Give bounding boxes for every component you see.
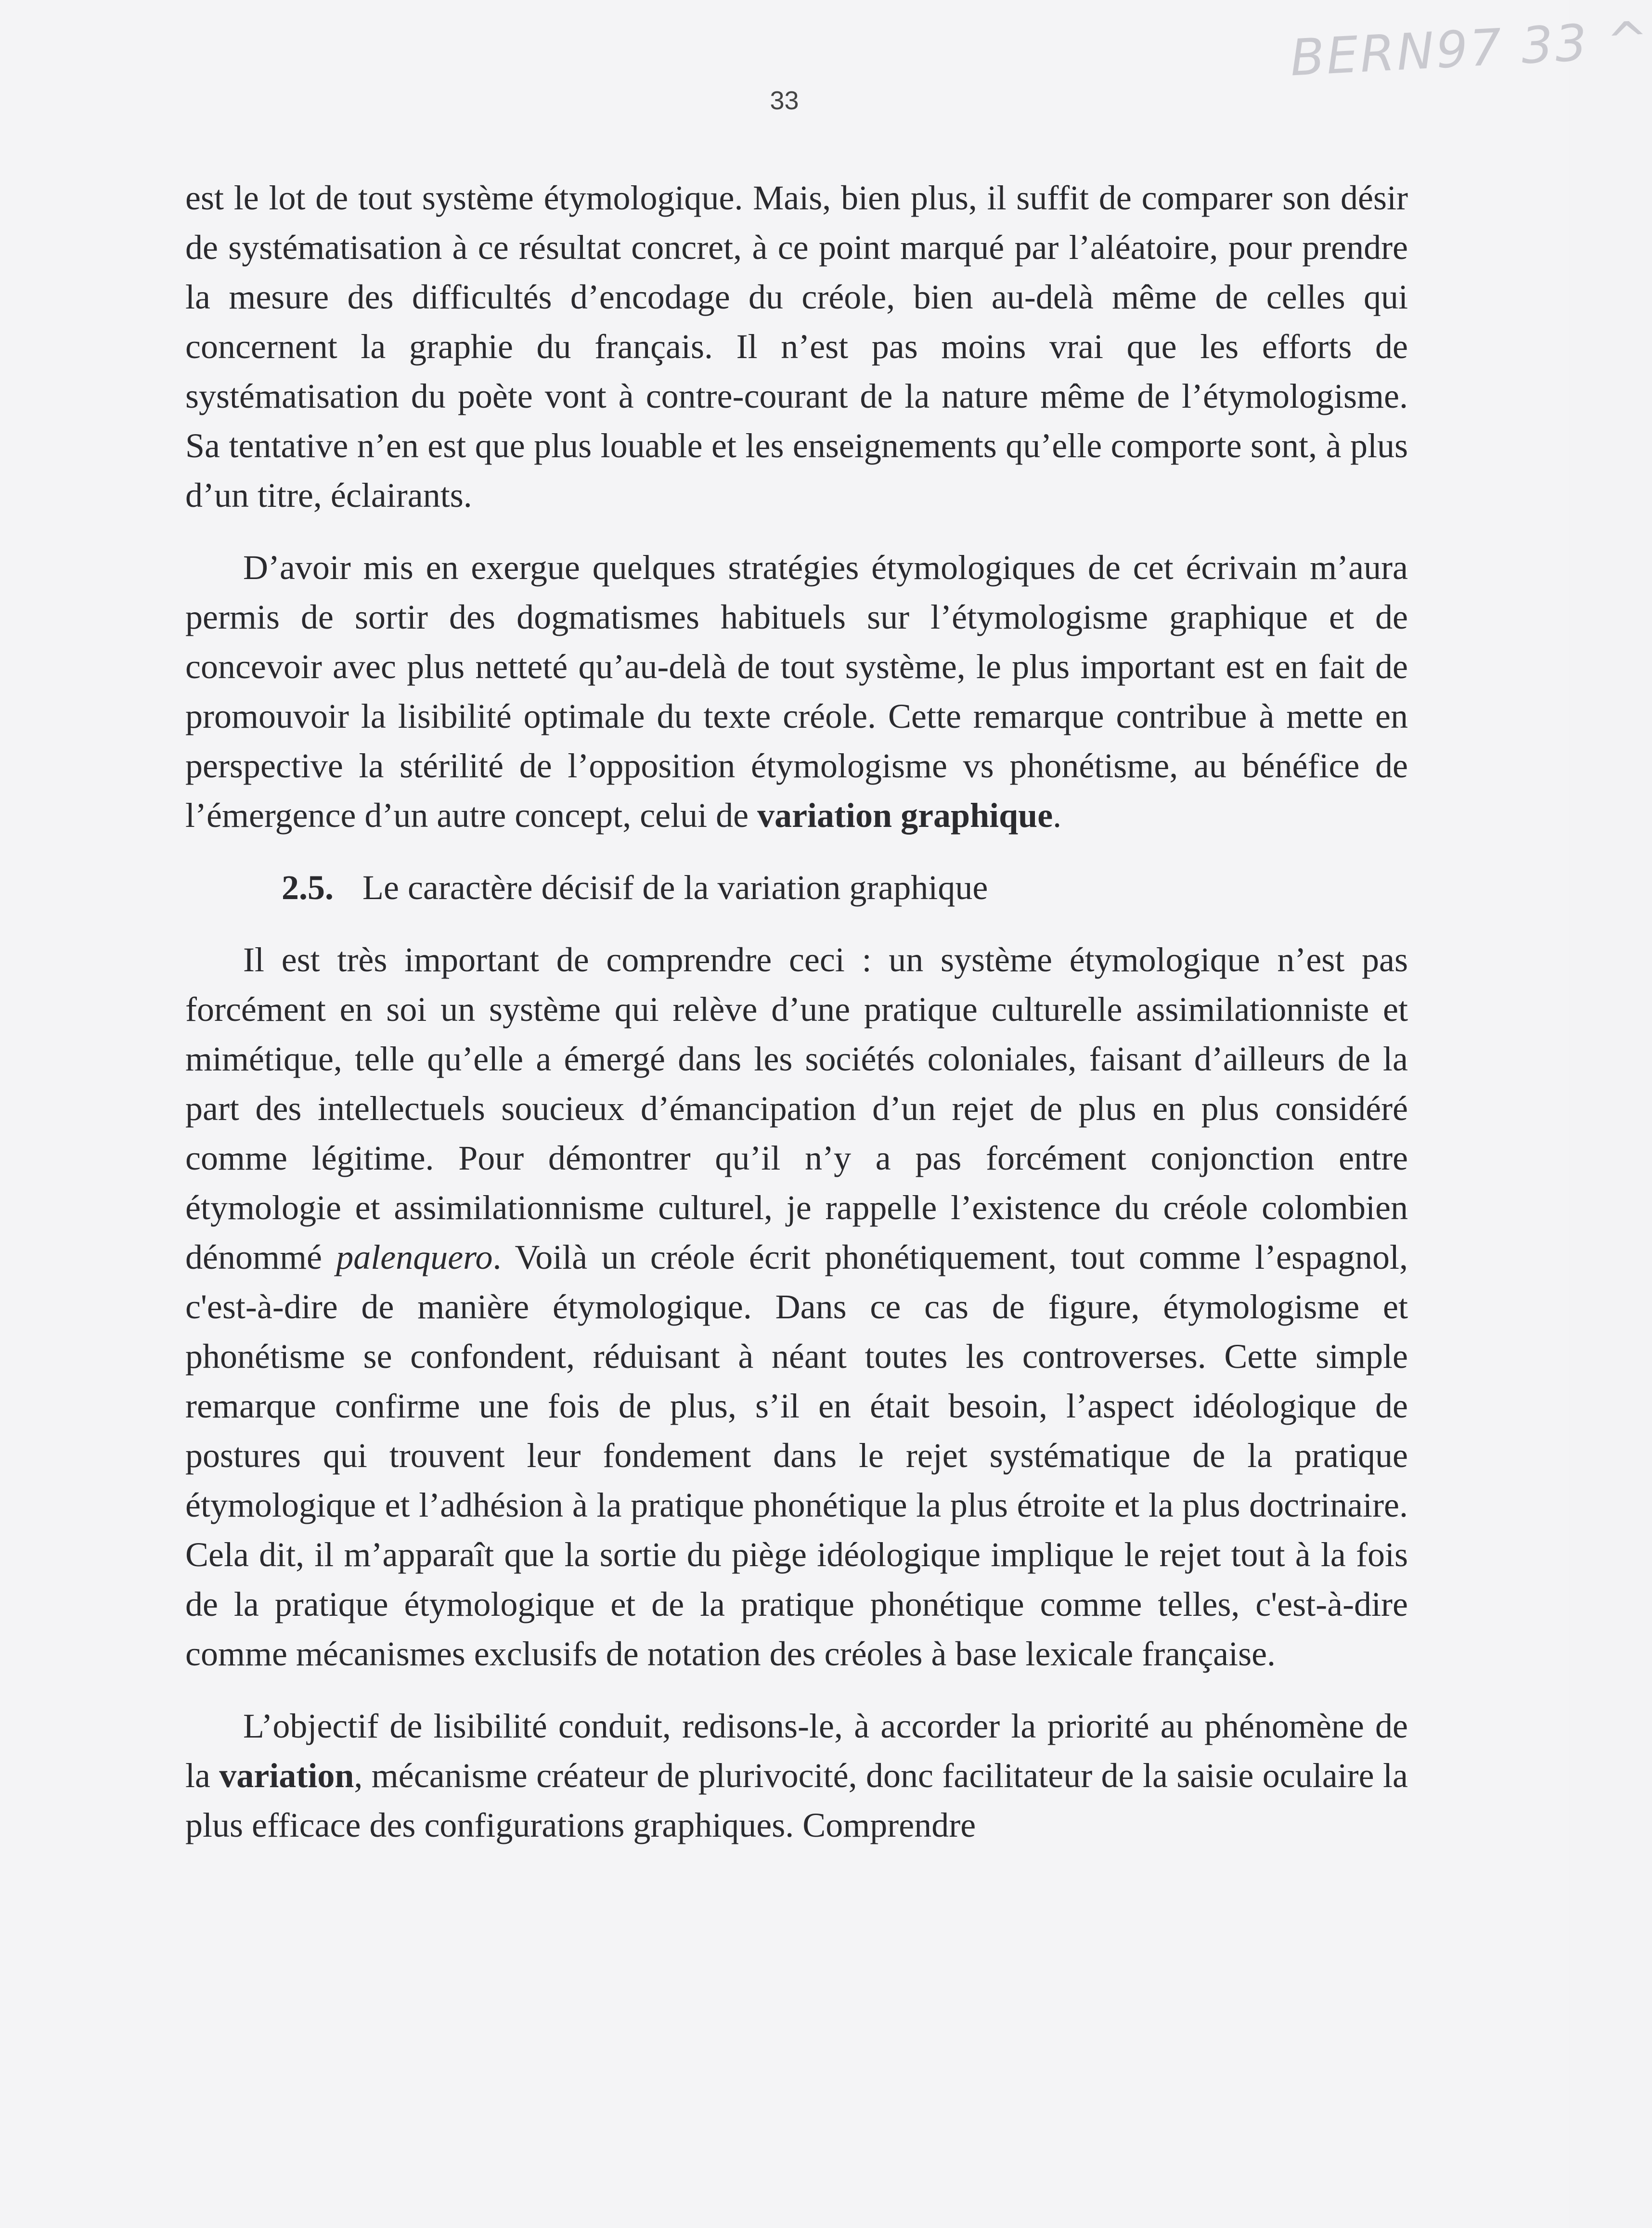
section-heading (185, 863, 1408, 913)
bold-term-variation: variation (219, 1756, 354, 1795)
italic-term-palenquero: palenquero (336, 1238, 493, 1276)
body-text (185, 173, 1408, 1873)
paragraph-2-text: D’avoir mis en exergue quelques stratégies étymologiques de cet écrivain m’aura permis de sortir des dogmatismes habituels sur l’étymologisme graphique et de concevoir avec plus netteté qu’au-delà de tout système, le plus important est en fait de promouvoir la lisibilité optimale du texte créole. Cette remarque contribue à mette en perspective la stérilité de l’opposition étymologisme vs phonétisme, au bénéfice de l’émergence d’un autre concept, celui de (185, 548, 1408, 835)
section-title: Le caractère décisif de la variation graphique (362, 868, 988, 907)
paragraph-4-text: L’objectif de lisibilité conduit, redisons-le, à accorder la priorité au phénomène de la (185, 1707, 1408, 1795)
paragraph-1: est le lot de tout système étymologique. Mais, bien plus, il suffit de comparer son désir de systématisation à ce résultat concret, à ce point marqué par l’aléatoire, pour prendre la mesure des difficultés d’encodage du créole, bien au-delà même de celles qui concernent la graphie du français. Il n’est pas moins vrai que les efforts de systématisation du poète vont à contre-courant de la nature même de l’étymologisme. Sa tentative n’en est que plus louable et les enseignements qu’elle comporte sont, à plus d’un titre, éclairants. (185, 179, 1408, 515)
paragraph-4-end: , mécanisme créateur de plurivocité, donc facilitateur de la saisie oculaire la plus efficace des configurations graphiques. Comprendre (185, 1756, 1408, 1844)
paragraph-3 (185, 935, 1408, 1679)
paragraph-2-end: . (1053, 796, 1062, 835)
bold-term-variation-graphique: variation graphique (757, 796, 1053, 835)
page-number: 33 (770, 86, 799, 115)
section-number: 2.5. (282, 868, 334, 907)
paragraph-3-end: . Voilà un créole écrit phonétiquement, tout comme l’espagnol, c'est-à-dire de manière étymologique. Dans ce cas de figure, étymologisme et phonétisme se confondent, réduisant à néant toutes les controverses. Cette simple remarque confirme une fois de plus, s’il en était besoin, l’aspect idéologique de postures qui trouvent leur fondement dans le rejet systématique de la pratique étymologique et l’adhésion à la pratique phonétique la plus étroite et la plus doctrinaire. Cela dit, il m’apparaît que la sortie du piège idéologique implique le rejet tout à la fois de la pratique étymologique et de la pratique phonétique comme telles, c'est-à-dire comme mécanismes exclusifs de notation des créoles à base lexicale française. (185, 1238, 1408, 1673)
paragraph-2 (185, 543, 1408, 840)
paragraph-3-text: Il est très important de comprendre ceci : un système étymologique n’est pas forcément en soi un système qui relève d’une pratique culturelle assimilationniste et mimétique, telle qu’elle a émergé dans les sociétés coloniales, faisant d’ailleurs de la part des intellectuels soucieux d’émancipation d’un rejet de plus en plus considéré comme légitime. Pour démontrer qu’il n’y a pas forcément conjonction entre étymologie et assimilationnisme culturel, je rappelle l’existence du créole colombien dénommé (185, 940, 1408, 1276)
handwritten-annotation: BERN97 33 ^ (1289, 10, 1652, 88)
paragraph-4 (185, 1701, 1408, 1850)
